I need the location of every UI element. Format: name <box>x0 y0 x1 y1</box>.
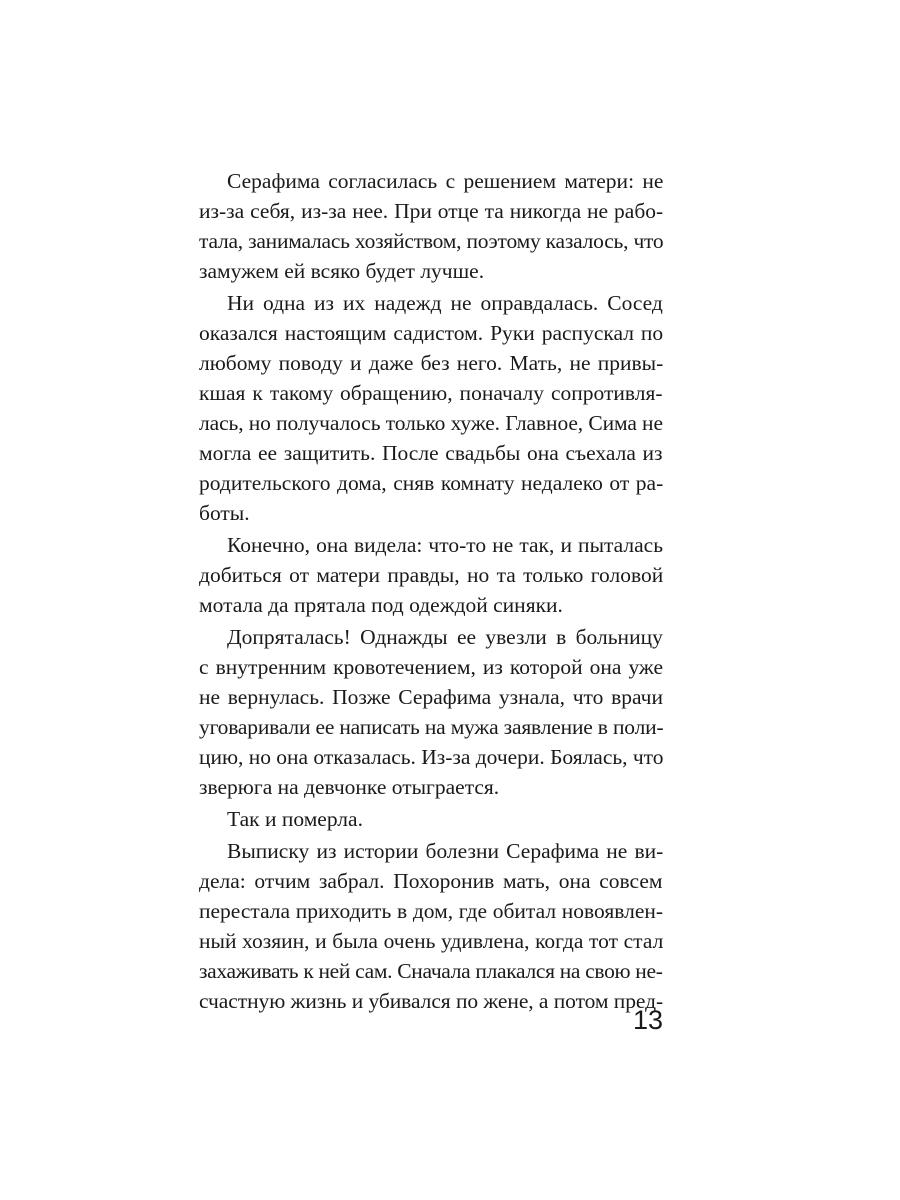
text-line: счастную жизнь и убивался по жене, а потом пред- <box>199 989 664 1013</box>
text-line: боты. <box>199 501 250 525</box>
text-line: дела: отчим забрал. Похоронив мать, она совсем <box>199 869 663 893</box>
text-line: тала, занималась хозяйством, поэтому казалось, что <box>199 229 664 253</box>
text-line: Допряталась! Однажды ее увезли в больницу <box>227 625 663 649</box>
text-line: из-за себя, из-за нее. При отце та никогда не рабо- <box>199 199 664 223</box>
text-line: Выписку из истории болезни Серафима не ви- <box>227 839 664 863</box>
text-line: уговаривали ее написать на мужа заявление в поли- <box>199 715 664 739</box>
text-line: Серафима согласилась с решением матери: не <box>227 169 664 193</box>
text-line: замужем ей всяко будет лучше. <box>199 259 485 283</box>
text-line: добиться от матери правды, но та только головой <box>199 563 664 587</box>
text-line: Ни одна из их надежд не оправдалась. Сосед <box>227 291 663 315</box>
text-line: с внутренним кровотечением, из которой она уже <box>199 655 664 679</box>
text-line: зверюга на девчонке отыграется. <box>199 775 500 799</box>
text-line: Так и померла. <box>227 807 363 831</box>
text-line: мотала да прятала под одеждой синяки. <box>199 593 563 617</box>
text-line: перестала приходить в дом, где обитал новоявлен- <box>199 899 664 923</box>
text-line: любому поводу и даже без него. Мать, не привы- <box>199 351 664 375</box>
text-line: родительского дома, сняв комнату недалеко от ра- <box>199 471 664 495</box>
text-line: лась, но получалось только хуже. Главное, Сима не <box>199 411 663 435</box>
text-line: цию, но она отказалась. Из-за дочери. Боялась, что <box>199 745 664 769</box>
text-line: Конечно, она видела: что-то не так, и пыталась <box>227 533 664 557</box>
text-line: ный хозяин, и была очень удивлена, когда тот стал <box>199 929 664 953</box>
text-line: захаживать к ней сам. Сначала плакался на свою не- <box>199 959 663 983</box>
text-line: могла ее защитить. После свадьбы она съехала из <box>199 441 663 465</box>
text-line: кшая к такому обращению, поначалу сопротивля- <box>199 381 663 405</box>
text-line: оказался настоящим садистом. Руки распускал по <box>199 321 664 345</box>
page-number: 13 <box>632 1005 663 1035</box>
text-line: не вернулась. Позже Серафима узнала, что врачи <box>199 685 663 709</box>
